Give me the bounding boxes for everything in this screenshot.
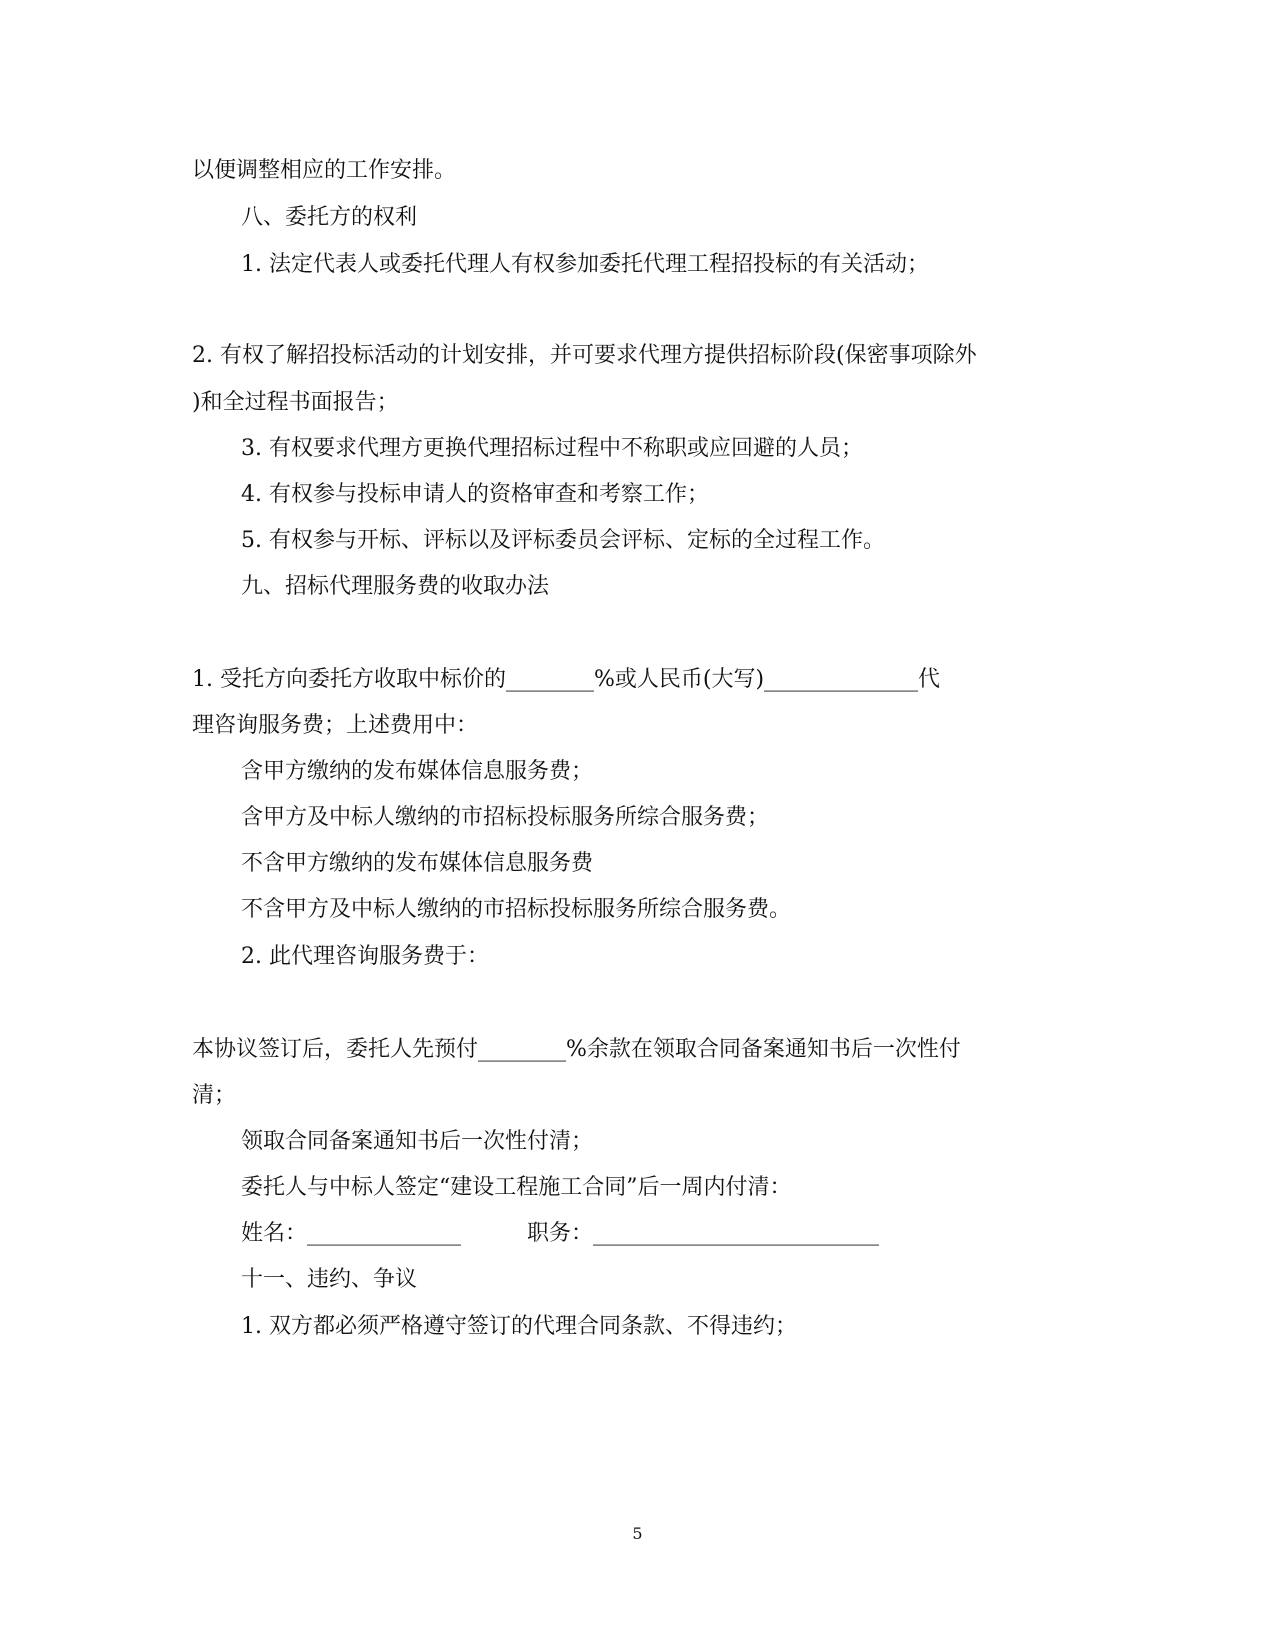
text-line: 1. 受托方向委托方收取中标价的________%或人民币(大写)______________代	[192, 667, 941, 692]
section-heading-9: 九、招标代理服务费的收取办法	[241, 574, 550, 599]
section-heading-11: 十一、违约、争议	[241, 1267, 418, 1292]
text-line: 清；	[192, 1083, 237, 1108]
text-line: 1. 双方都必须严格遵守签订的代理合同条款、不得违约；	[241, 1314, 797, 1339]
text-line: 5. 有权参与开标、评标以及评标委员会评标、定标的全过程工作。	[241, 528, 885, 553]
text-line: 2. 有权了解招投标活动的计划安排，并可要求代理方提供招标阶段(保密事项除外	[192, 343, 977, 368]
text-line: 不含甲方及中标人缴纳的市招标投标服务所综合服务费。	[241, 897, 792, 922]
text-line: 含甲方缴纳的发布媒体信息服务费；	[241, 759, 594, 784]
text-line: 3. 有权要求代理方更换代理招标过程中不称职或应回避的人员；	[241, 436, 863, 461]
text-line: 含甲方及中标人缴纳的市招标投标服务所综合服务费；	[241, 805, 770, 830]
text-line: 以便调整相应的工作安排。	[192, 158, 457, 183]
text-line: 本协议签订后，委托人先预付________%余款在领取合同备案通知书后一次性付	[192, 1037, 961, 1062]
text-line: 4. 有权参与投标申请人的资格审查和考察工作；	[241, 482, 709, 507]
text-line: 2. 此代理咨询服务费于：	[241, 944, 489, 969]
text-line: 领取合同备案通知书后一次性付清；	[241, 1129, 594, 1154]
text-line: 1. 法定代表人或委托代理人有权参加委托代理工程招投标的有关活动；	[241, 252, 929, 277]
text-line: 委托人与中标人签定“建设工程施工合同”后一周内付清：	[241, 1175, 792, 1200]
section-heading-8: 八、委托方的权利	[241, 205, 418, 230]
text-line: 不含甲方缴纳的发布媒体信息服务费	[241, 851, 594, 876]
page-number: 5	[632, 1524, 643, 1543]
text-line: 理咨询服务费；上述费用中：	[192, 713, 479, 738]
text-line: )和全过程书面报告；	[192, 390, 399, 415]
signature-line: 姓名：______________ 职务：__________________________	[241, 1221, 880, 1246]
